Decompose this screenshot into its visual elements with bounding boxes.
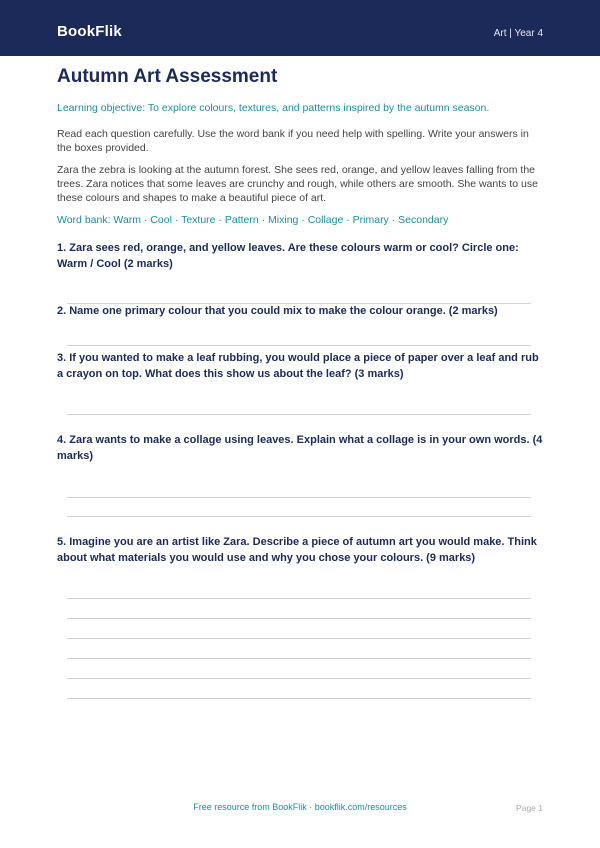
- subject-year-label: Art | Year 4: [493, 28, 543, 39]
- answer-line[interactable]: [67, 414, 531, 415]
- story-paragraph: Zara the zebra is looking at the autumn forest. She sees red, orange, and yellow leaves falling from the trees. Zara notices that some leaves are crunchy and rough, while others are smooth. She wants to use these colours and shapes to make a beautiful piece of art.: [57, 164, 538, 204]
- brand-logo-text: BookFlik: [57, 23, 122, 40]
- footer-credit-link[interactable]: Free resource from BookFlik · bookflik.com/resources: [193, 802, 407, 812]
- word-bank: Word bank: Warm · Cool · Texture · Pattern · Mixing · Collage · Primary · Secondary: [57, 214, 449, 226]
- learning-objective: Learning objective: To explore colours, textures, and patterns inspired by the autumn season.: [57, 102, 490, 114]
- page-number: Page 1: [516, 803, 543, 813]
- question-5: 5. Imagine you are an artist like Zara. Describe a piece of autumn art you would make. Think about what materials you would use and why you chose your colours. (9 marks): [57, 536, 537, 564]
- question-1: 1. Zara sees red, orange, and yellow leaves. Are these colours warm or cool? Circle one: Warm / Cool (2 marks): [57, 242, 519, 270]
- answer-line[interactable]: [67, 516, 531, 517]
- question-3: 3. If you wanted to make a leaf rubbing, you would place a piece of paper over a leaf and rub a crayon on top. What does this show us about the leaf? (3 marks): [57, 352, 539, 380]
- header-bar: [0, 0, 600, 56]
- worksheet-intro: [57, 66, 543, 227]
- answer-line[interactable]: [67, 678, 531, 679]
- page-title: Autumn Art Assessment: [57, 66, 278, 87]
- question-4: 4. Zara wants to make a collage using leaves. Explain what a collage is in your own words. (4 marks): [57, 434, 543, 462]
- answer-line[interactable]: [67, 698, 531, 699]
- answer-line[interactable]: [67, 345, 531, 346]
- answer-line[interactable]: [67, 658, 531, 659]
- answer-line[interactable]: [67, 598, 531, 599]
- instructions-text: Read each question carefully. Use the word bank if you need help with spelling. Write your answers in the boxes provided.: [57, 128, 529, 154]
- answer-line[interactable]: [67, 618, 531, 619]
- question-2: 2. Name one primary colour that you could mix to make the colour orange. (2 marks): [57, 305, 498, 317]
- answer-line[interactable]: [67, 497, 531, 498]
- answer-line[interactable]: [67, 638, 531, 639]
